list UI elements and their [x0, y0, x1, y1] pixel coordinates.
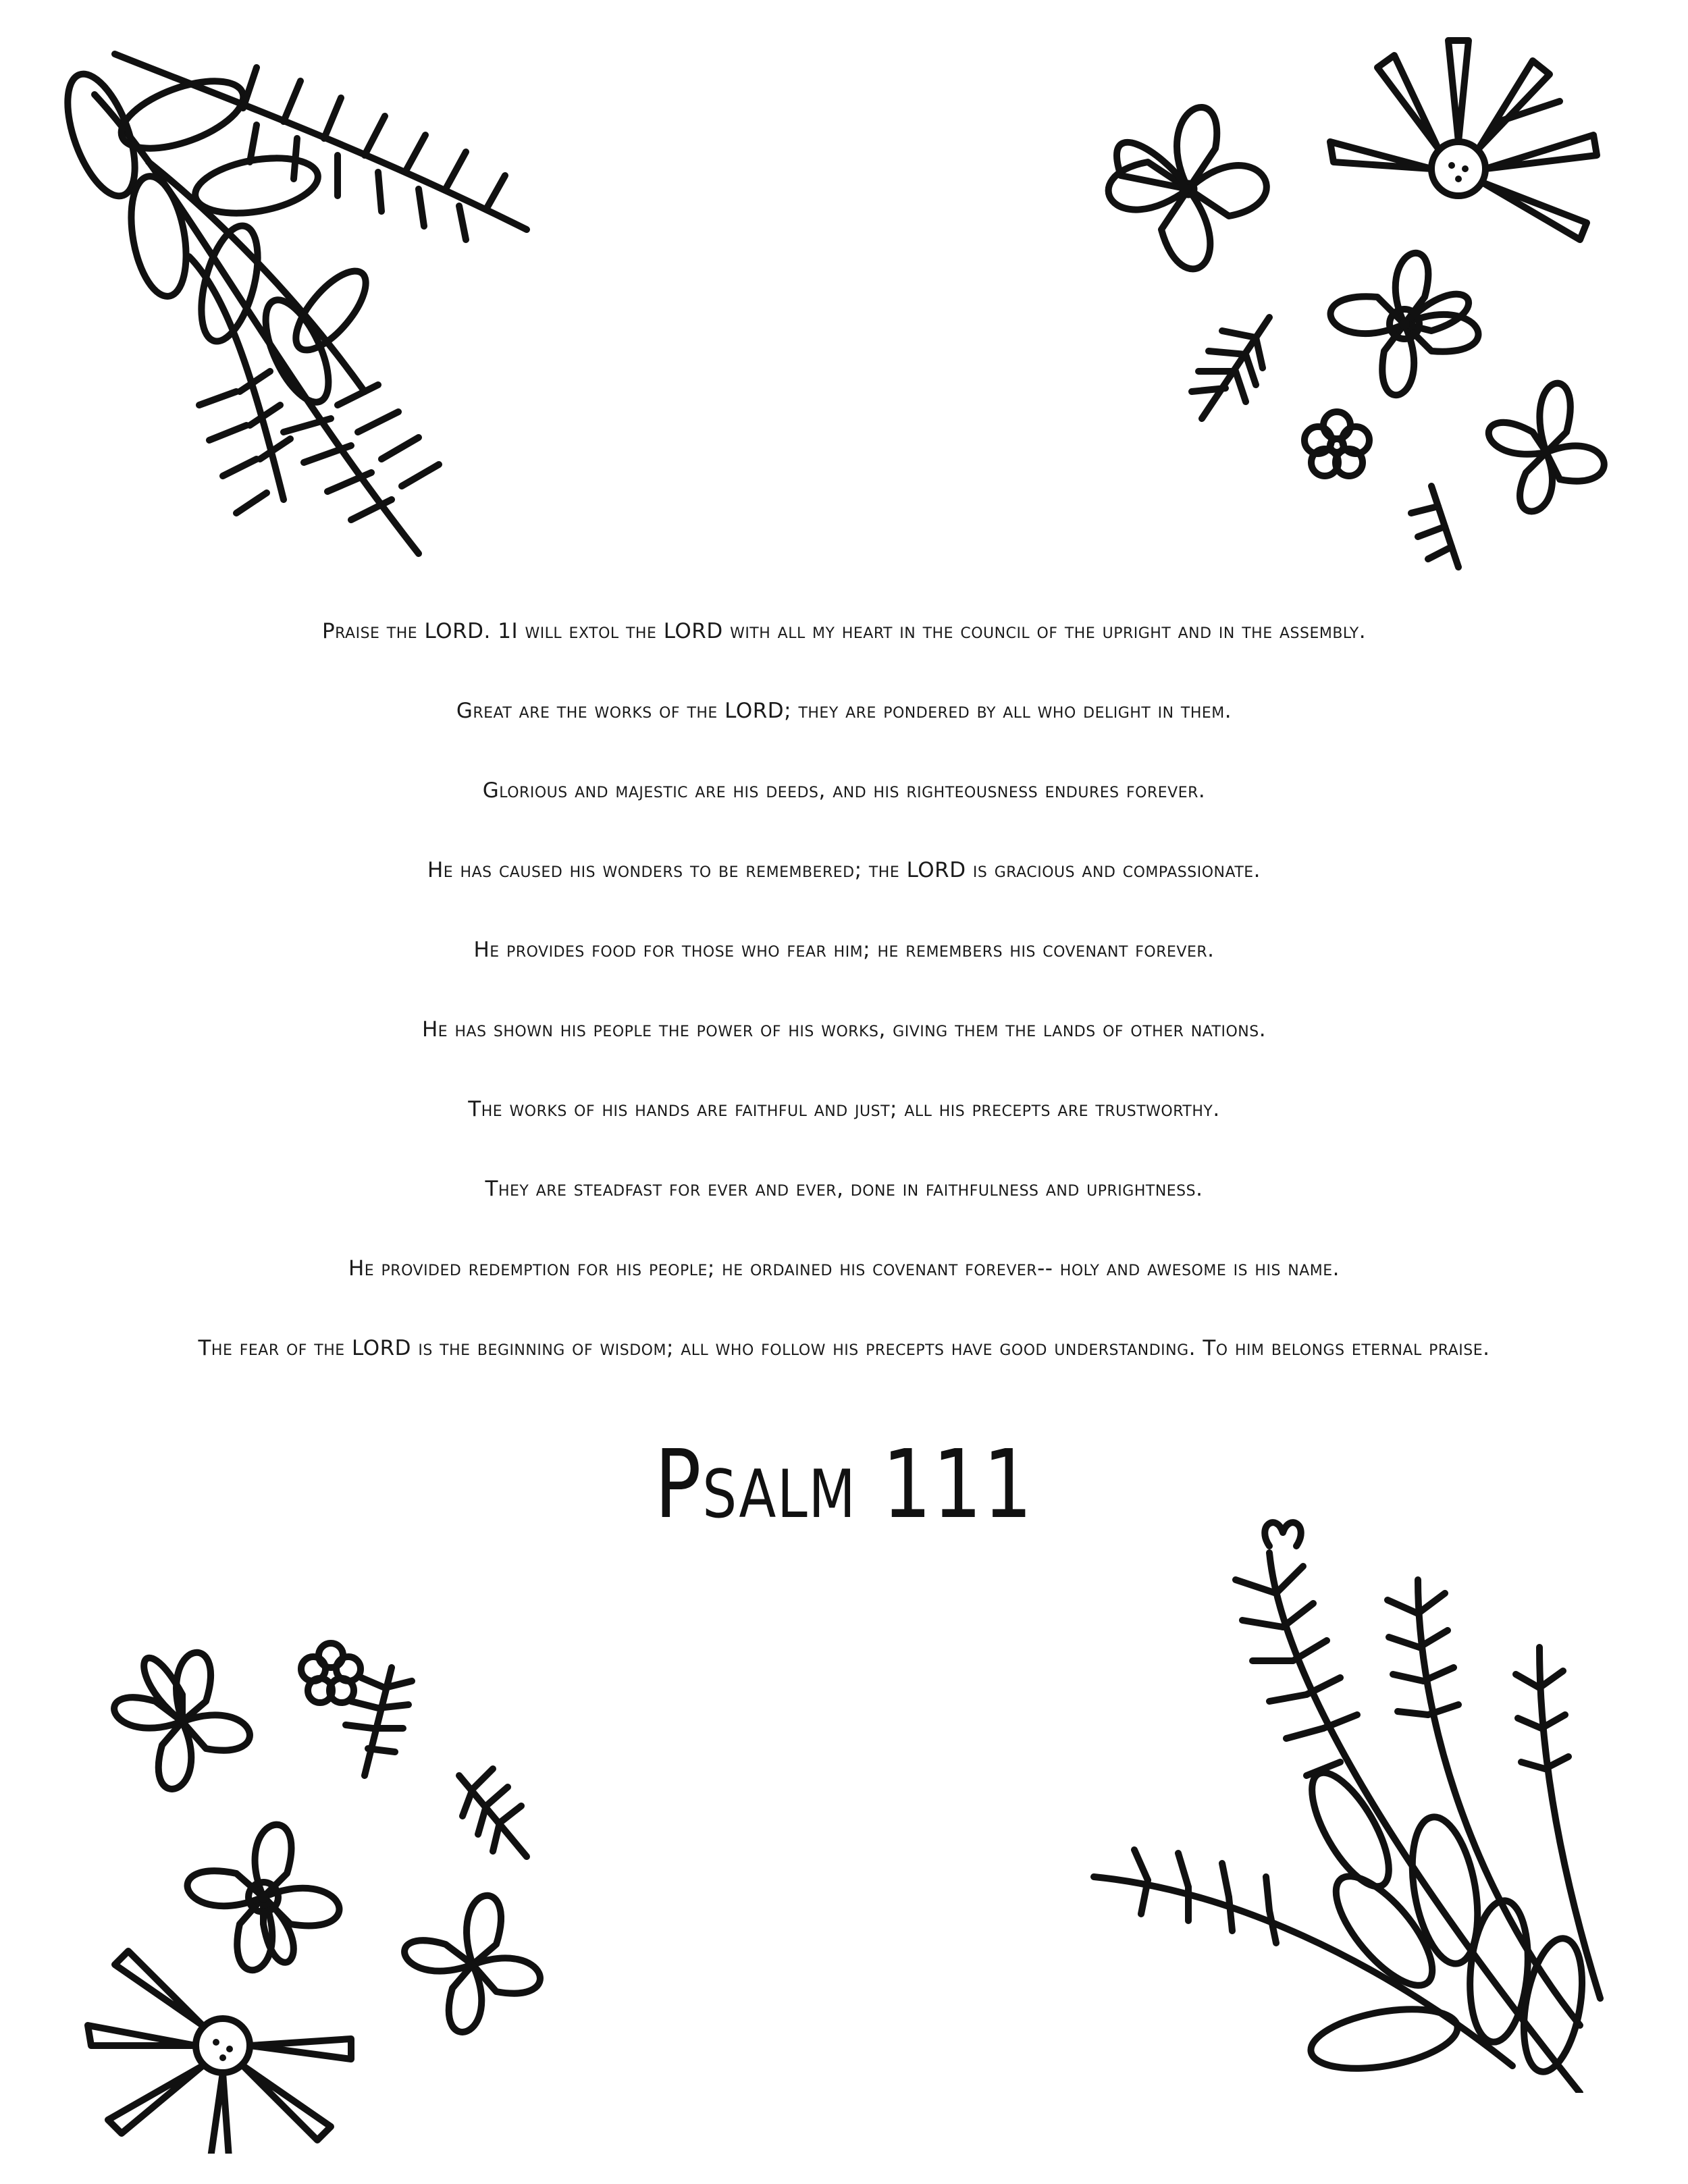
verse-line: Glorious and majestic are his deeds, and his righteousness endures forever.: [482, 778, 1206, 803]
verse-line: He has shown his people the power of his works, giving them the lands of other nations.: [421, 1017, 1267, 1042]
verse-line: The works of his hands are faithful and just; all his precepts are trustworthy.: [468, 1097, 1220, 1121]
verse-line: He has caused his wonders to be remembered; the LORD is gracious and compassionate.: [427, 858, 1261, 882]
top-right-flower-illustration: [1053, 14, 1634, 594]
verse-line: He provides food for those who fear him; he remembers his covenant forever.: [473, 938, 1215, 962]
top-left-fern-illustration: [14, 14, 594, 594]
bottom-right-fern-illustration: [1067, 1512, 1647, 2093]
verse-line: They are steadfast for ever and ever, done in faithfulness and uprightness.: [485, 1177, 1203, 1201]
page-title: Psalm 111: [654, 1430, 1034, 1540]
verse-line: Praise the LORD. 1I will extol the LORD with all my heart in the council of the upright and in the assembly.: [321, 619, 1367, 643]
verse-line: Great are the works of the LORD; they are pondered by all who delight in them.: [456, 699, 1232, 723]
verse-line: The fear of the LORD is the beginning of wisdom; all who follow his precepts have good understanding. To him belongs eternal praise.: [198, 1336, 1490, 1360]
verse-line: He provided redemption for his people; he ordained his covenant forever-- holy and awesome is his name.: [348, 1256, 1340, 1281]
psalm-verses: [68, 611, 1620, 1408]
bottom-left-flower-illustration: [41, 1573, 621, 2154]
